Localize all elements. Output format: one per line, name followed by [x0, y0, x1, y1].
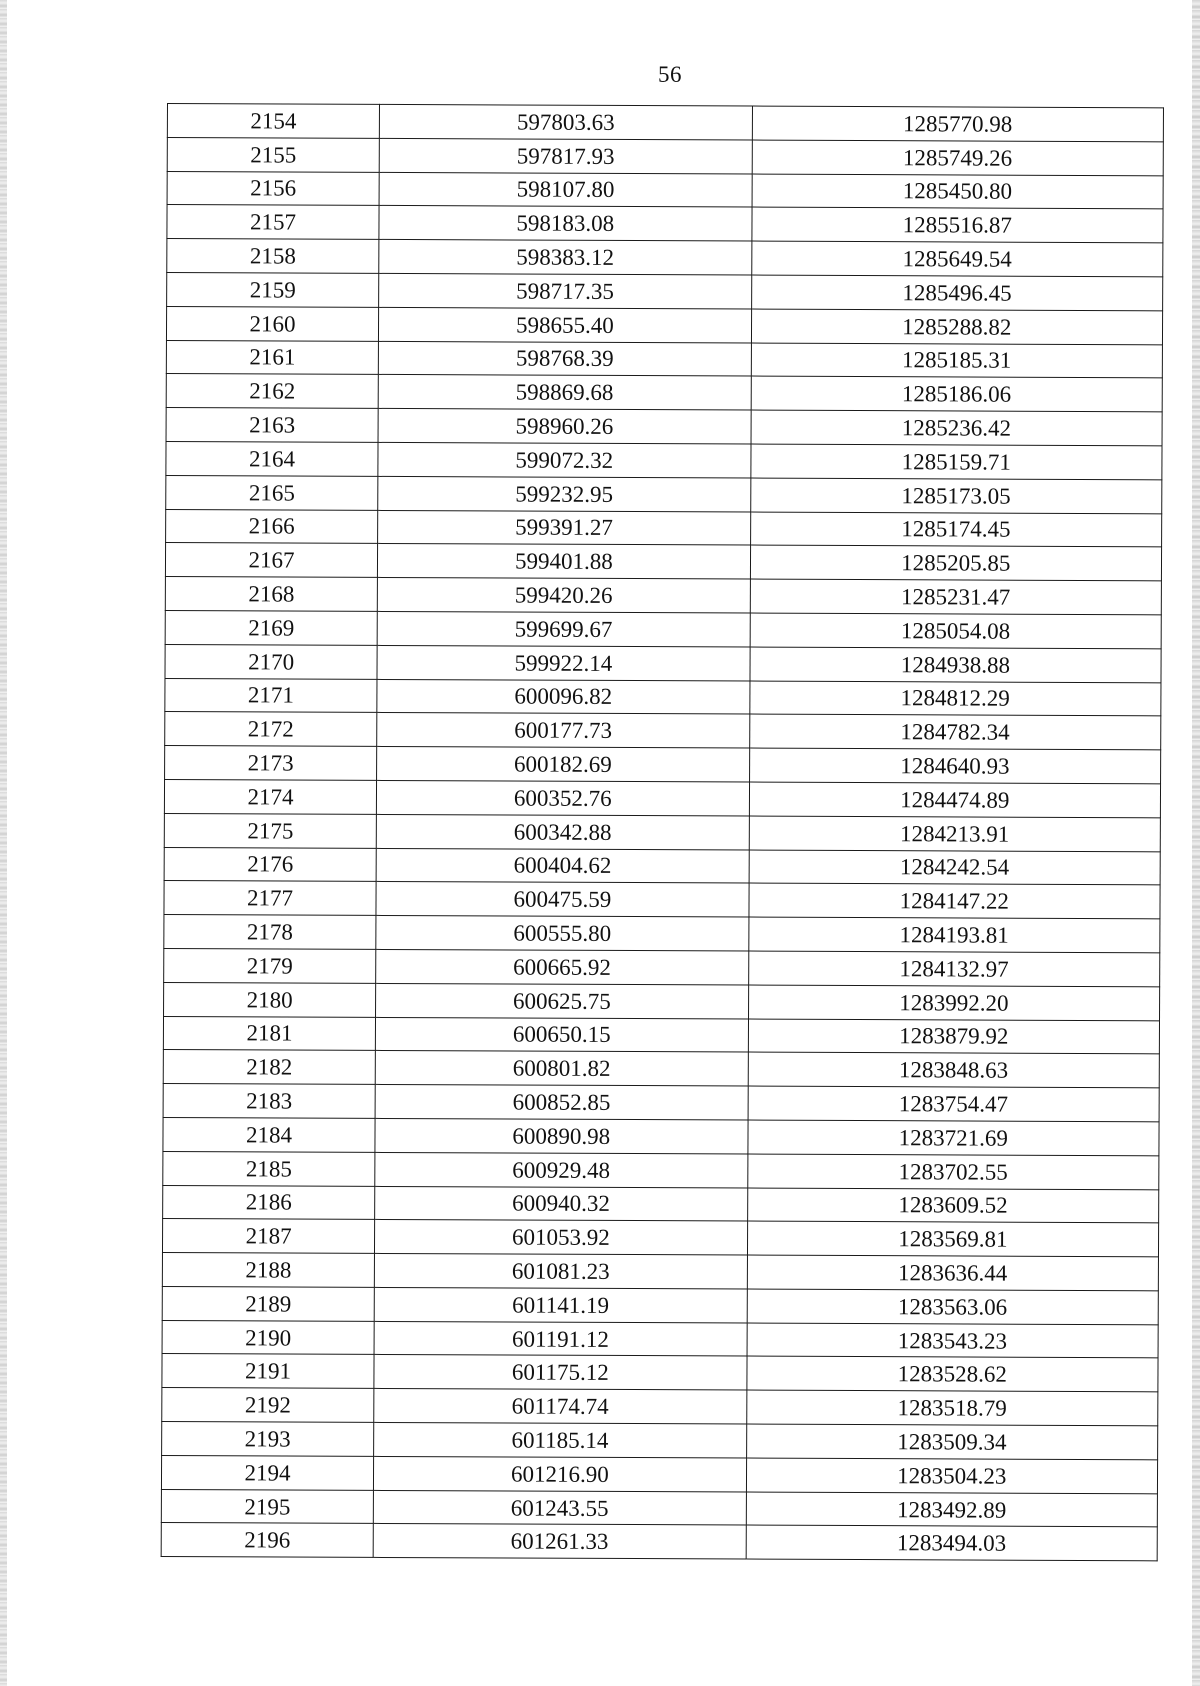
- point-number-cell: 2184: [163, 1117, 375, 1152]
- y-coordinate-cell: 1284147.22: [749, 883, 1161, 919]
- point-number-cell: 2173: [165, 746, 377, 781]
- point-number-cell: 2156: [167, 171, 379, 206]
- table-row: [166, 306, 1162, 344]
- y-coordinate-cell: 1283721.69: [748, 1120, 1160, 1156]
- x-coordinate-cell: 600177.73: [377, 713, 750, 748]
- point-number-cell: 2178: [164, 915, 376, 950]
- y-coordinate-cell: 1283569.81: [747, 1221, 1159, 1257]
- y-coordinate-cell: 1285185.31: [751, 343, 1163, 379]
- table-row: [161, 1489, 1157, 1527]
- point-number-cell: 2196: [161, 1523, 373, 1558]
- x-coordinate-cell: 601174.74: [374, 1389, 747, 1424]
- point-number-cell: 2161: [166, 340, 378, 375]
- x-coordinate-cell: 600940.32: [375, 1186, 748, 1221]
- x-coordinate-cell: 598869.68: [378, 375, 751, 410]
- y-coordinate-cell: 1284782.34: [749, 714, 1161, 750]
- table-row: [167, 205, 1163, 243]
- table-row: [166, 475, 1162, 513]
- y-coordinate-cell: 1285186.06: [751, 376, 1163, 412]
- table-row: [162, 1422, 1158, 1460]
- table-row: [163, 1117, 1159, 1155]
- point-number-cell: 2191: [162, 1354, 374, 1389]
- table-row: [167, 171, 1163, 209]
- point-number-cell: 2185: [163, 1151, 375, 1186]
- x-coordinate-cell: 601191.12: [374, 1321, 747, 1356]
- y-coordinate-cell: 1285496.45: [751, 275, 1163, 311]
- table-row: [163, 1016, 1159, 1054]
- table-row: [167, 239, 1163, 277]
- y-coordinate-cell: 1284132.97: [748, 951, 1160, 987]
- point-number-cell: 2168: [165, 577, 377, 612]
- table-row: [162, 1354, 1158, 1392]
- table-row: [165, 644, 1161, 682]
- y-coordinate-cell: 1285770.98: [752, 106, 1164, 142]
- point-number-cell: 2177: [164, 881, 376, 916]
- table-row: [162, 1219, 1158, 1257]
- table-row: [163, 1084, 1159, 1122]
- table-row: [166, 509, 1162, 547]
- table-row: [165, 610, 1161, 648]
- point-number-cell: 2179: [164, 948, 376, 983]
- y-coordinate-cell: 1283543.23: [747, 1323, 1159, 1359]
- point-number-cell: 2190: [162, 1320, 374, 1355]
- y-coordinate-cell: 1283563.06: [747, 1289, 1159, 1325]
- y-coordinate-cell: 1284213.91: [749, 816, 1161, 852]
- x-coordinate-cell: 597817.93: [379, 138, 752, 173]
- x-coordinate-cell: 600555.80: [376, 916, 749, 951]
- y-coordinate-cell: 1284242.54: [749, 850, 1161, 886]
- y-coordinate-cell: 1285159.71: [750, 444, 1162, 480]
- table-row: [163, 1151, 1159, 1189]
- point-number-cell: 2172: [165, 712, 377, 747]
- x-coordinate-cell: 598183.08: [379, 206, 752, 241]
- x-coordinate-cell: 600852.85: [375, 1085, 748, 1120]
- point-number-cell: 2175: [164, 813, 376, 848]
- table-row: [162, 1320, 1158, 1358]
- x-coordinate-cell: 600625.75: [376, 983, 749, 1018]
- y-coordinate-cell: 1285173.05: [750, 478, 1162, 514]
- y-coordinate-cell: 1285749.26: [752, 140, 1164, 176]
- y-coordinate-cell: 1285236.42: [751, 410, 1163, 446]
- point-number-cell: 2194: [161, 1455, 373, 1490]
- point-number-cell: 2188: [162, 1253, 374, 1288]
- x-coordinate-cell: 600475.59: [376, 882, 749, 917]
- table-row: [166, 340, 1162, 378]
- point-number-cell: 2171: [165, 678, 377, 713]
- point-number-cell: 2181: [163, 1016, 375, 1051]
- y-coordinate-cell: 1285174.45: [750, 512, 1162, 548]
- table-row: [164, 847, 1160, 885]
- x-coordinate-cell: 599420.26: [377, 578, 750, 613]
- y-coordinate-cell: 1284474.89: [749, 782, 1161, 818]
- table-row: [164, 881, 1160, 919]
- x-coordinate-cell: 599922.14: [377, 645, 750, 680]
- point-number-cell: 2155: [167, 137, 379, 172]
- x-coordinate-cell: 599232.95: [378, 476, 751, 511]
- point-number-cell: 2163: [166, 408, 378, 443]
- table-row: [163, 1185, 1159, 1223]
- x-coordinate-cell: 598960.26: [378, 409, 751, 444]
- y-coordinate-cell: 1285231.47: [750, 579, 1162, 615]
- x-coordinate-cell: 600929.48: [375, 1152, 748, 1187]
- x-coordinate-cell: 601053.92: [375, 1220, 748, 1255]
- y-coordinate-cell: 1284193.81: [748, 917, 1160, 953]
- point-number-cell: 2187: [162, 1219, 374, 1254]
- table-row: [166, 374, 1162, 412]
- scan-edge-left: [0, 0, 7, 1686]
- y-coordinate-cell: 1285516.87: [752, 207, 1164, 243]
- point-number-cell: 2193: [162, 1422, 374, 1457]
- table-row: [165, 577, 1161, 615]
- point-number-cell: 2192: [162, 1388, 374, 1423]
- x-coordinate-cell: 600096.82: [377, 679, 750, 714]
- table-row: [166, 408, 1162, 446]
- y-coordinate-cell: 1283702.55: [747, 1154, 1159, 1190]
- y-coordinate-cell: 1285649.54: [751, 241, 1163, 277]
- point-number-cell: 2162: [166, 374, 378, 409]
- x-coordinate-cell: 598655.40: [379, 307, 752, 342]
- y-coordinate-cell: 1283504.23: [746, 1458, 1158, 1494]
- point-number-cell: 2164: [166, 441, 378, 476]
- x-coordinate-cell: 598383.12: [379, 240, 752, 275]
- point-number-cell: 2170: [165, 644, 377, 679]
- point-number-cell: 2165: [166, 475, 378, 510]
- y-coordinate-cell: 1283492.89: [746, 1492, 1158, 1528]
- point-number-cell: 2169: [165, 610, 377, 645]
- point-number-cell: 2182: [163, 1050, 375, 1085]
- point-number-cell: 2158: [167, 239, 379, 274]
- x-coordinate-cell: 599072.32: [378, 442, 751, 477]
- y-coordinate-cell: 1283754.47: [748, 1086, 1160, 1122]
- y-coordinate-cell: 1283848.63: [748, 1052, 1160, 1088]
- x-coordinate-cell: 601175.12: [374, 1355, 747, 1390]
- table-row: [161, 1523, 1157, 1561]
- point-number-cell: 2167: [165, 543, 377, 578]
- y-coordinate-cell: 1285288.82: [751, 309, 1163, 345]
- x-coordinate-cell: 600890.98: [375, 1118, 748, 1153]
- table-row: [165, 746, 1161, 784]
- x-coordinate-cell: 600665.92: [376, 949, 749, 984]
- table-row: [164, 779, 1160, 817]
- table-row: [164, 982, 1160, 1020]
- table-row: [167, 137, 1163, 175]
- y-coordinate-cell: 1284938.88: [750, 647, 1162, 683]
- table-row: [165, 678, 1161, 716]
- x-coordinate-cell: 599699.67: [377, 611, 750, 646]
- point-number-cell: 2159: [167, 272, 379, 307]
- table-row: [167, 272, 1163, 310]
- table-row: [162, 1253, 1158, 1291]
- page-number: 56: [658, 62, 682, 87]
- table-row: [161, 1455, 1157, 1493]
- coordinate-table: [161, 103, 1164, 1562]
- x-coordinate-cell: 599391.27: [378, 510, 751, 545]
- table-row: [166, 441, 1162, 479]
- y-coordinate-cell: 1285205.85: [750, 545, 1162, 581]
- x-coordinate-cell: 598717.35: [379, 273, 752, 308]
- y-coordinate-cell: 1284640.93: [749, 748, 1161, 784]
- x-coordinate-cell: 601261.33: [373, 1524, 746, 1559]
- point-number-cell: 2166: [166, 509, 378, 544]
- x-coordinate-cell: 600352.76: [376, 780, 749, 815]
- y-coordinate-cell: 1283879.92: [748, 1019, 1160, 1055]
- x-coordinate-cell: 600342.88: [376, 814, 749, 849]
- table-row: [163, 1050, 1159, 1088]
- x-coordinate-cell: 600801.82: [375, 1051, 748, 1086]
- point-number-cell: 2195: [161, 1489, 373, 1524]
- y-coordinate-cell: 1283494.03: [746, 1526, 1158, 1562]
- x-coordinate-cell: 601185.14: [374, 1422, 747, 1457]
- x-coordinate-cell: 601081.23: [374, 1254, 747, 1289]
- point-number-cell: 2174: [164, 779, 376, 814]
- scan-edge-right: [1192, 0, 1200, 1686]
- point-number-cell: 2154: [167, 104, 379, 139]
- x-coordinate-cell: 601216.90: [374, 1456, 747, 1491]
- y-coordinate-cell: 1285450.80: [752, 174, 1164, 210]
- y-coordinate-cell: 1283509.34: [746, 1424, 1158, 1460]
- x-coordinate-cell: 601141.19: [374, 1287, 747, 1322]
- table-row: [165, 712, 1161, 750]
- x-coordinate-cell: 600404.62: [376, 848, 749, 883]
- table-row: [162, 1388, 1158, 1426]
- table-row: [162, 1286, 1158, 1324]
- y-coordinate-cell: 1283528.62: [746, 1357, 1158, 1393]
- point-number-cell: 2157: [167, 205, 379, 240]
- coordinate-table-body: [161, 104, 1163, 1562]
- point-number-cell: 2176: [164, 847, 376, 882]
- x-coordinate-cell: 599401.88: [378, 544, 751, 579]
- y-coordinate-cell: 1283518.79: [746, 1390, 1158, 1426]
- point-number-cell: 2186: [163, 1185, 375, 1220]
- x-coordinate-cell: 600650.15: [375, 1017, 748, 1052]
- x-coordinate-cell: 598768.39: [378, 341, 751, 376]
- point-number-cell: 2183: [163, 1084, 375, 1119]
- x-coordinate-cell: 598107.80: [379, 172, 752, 207]
- y-coordinate-cell: 1283992.20: [748, 985, 1160, 1021]
- y-coordinate-cell: 1283636.44: [747, 1255, 1159, 1291]
- table-row: [164, 948, 1160, 986]
- x-coordinate-cell: 597803.63: [379, 104, 752, 139]
- table-row: [164, 915, 1160, 953]
- table-row: [164, 813, 1160, 851]
- point-number-cell: 2189: [162, 1286, 374, 1321]
- y-coordinate-cell: 1283609.52: [747, 1188, 1159, 1224]
- point-number-cell: 2180: [164, 982, 376, 1017]
- y-coordinate-cell: 1285054.08: [750, 613, 1162, 649]
- y-coordinate-cell: 1284812.29: [749, 681, 1161, 717]
- table-row: [165, 543, 1161, 581]
- x-coordinate-cell: 601243.55: [373, 1490, 746, 1525]
- point-number-cell: 2160: [166, 306, 378, 341]
- table-row: [167, 104, 1163, 142]
- x-coordinate-cell: 600182.69: [377, 747, 750, 782]
